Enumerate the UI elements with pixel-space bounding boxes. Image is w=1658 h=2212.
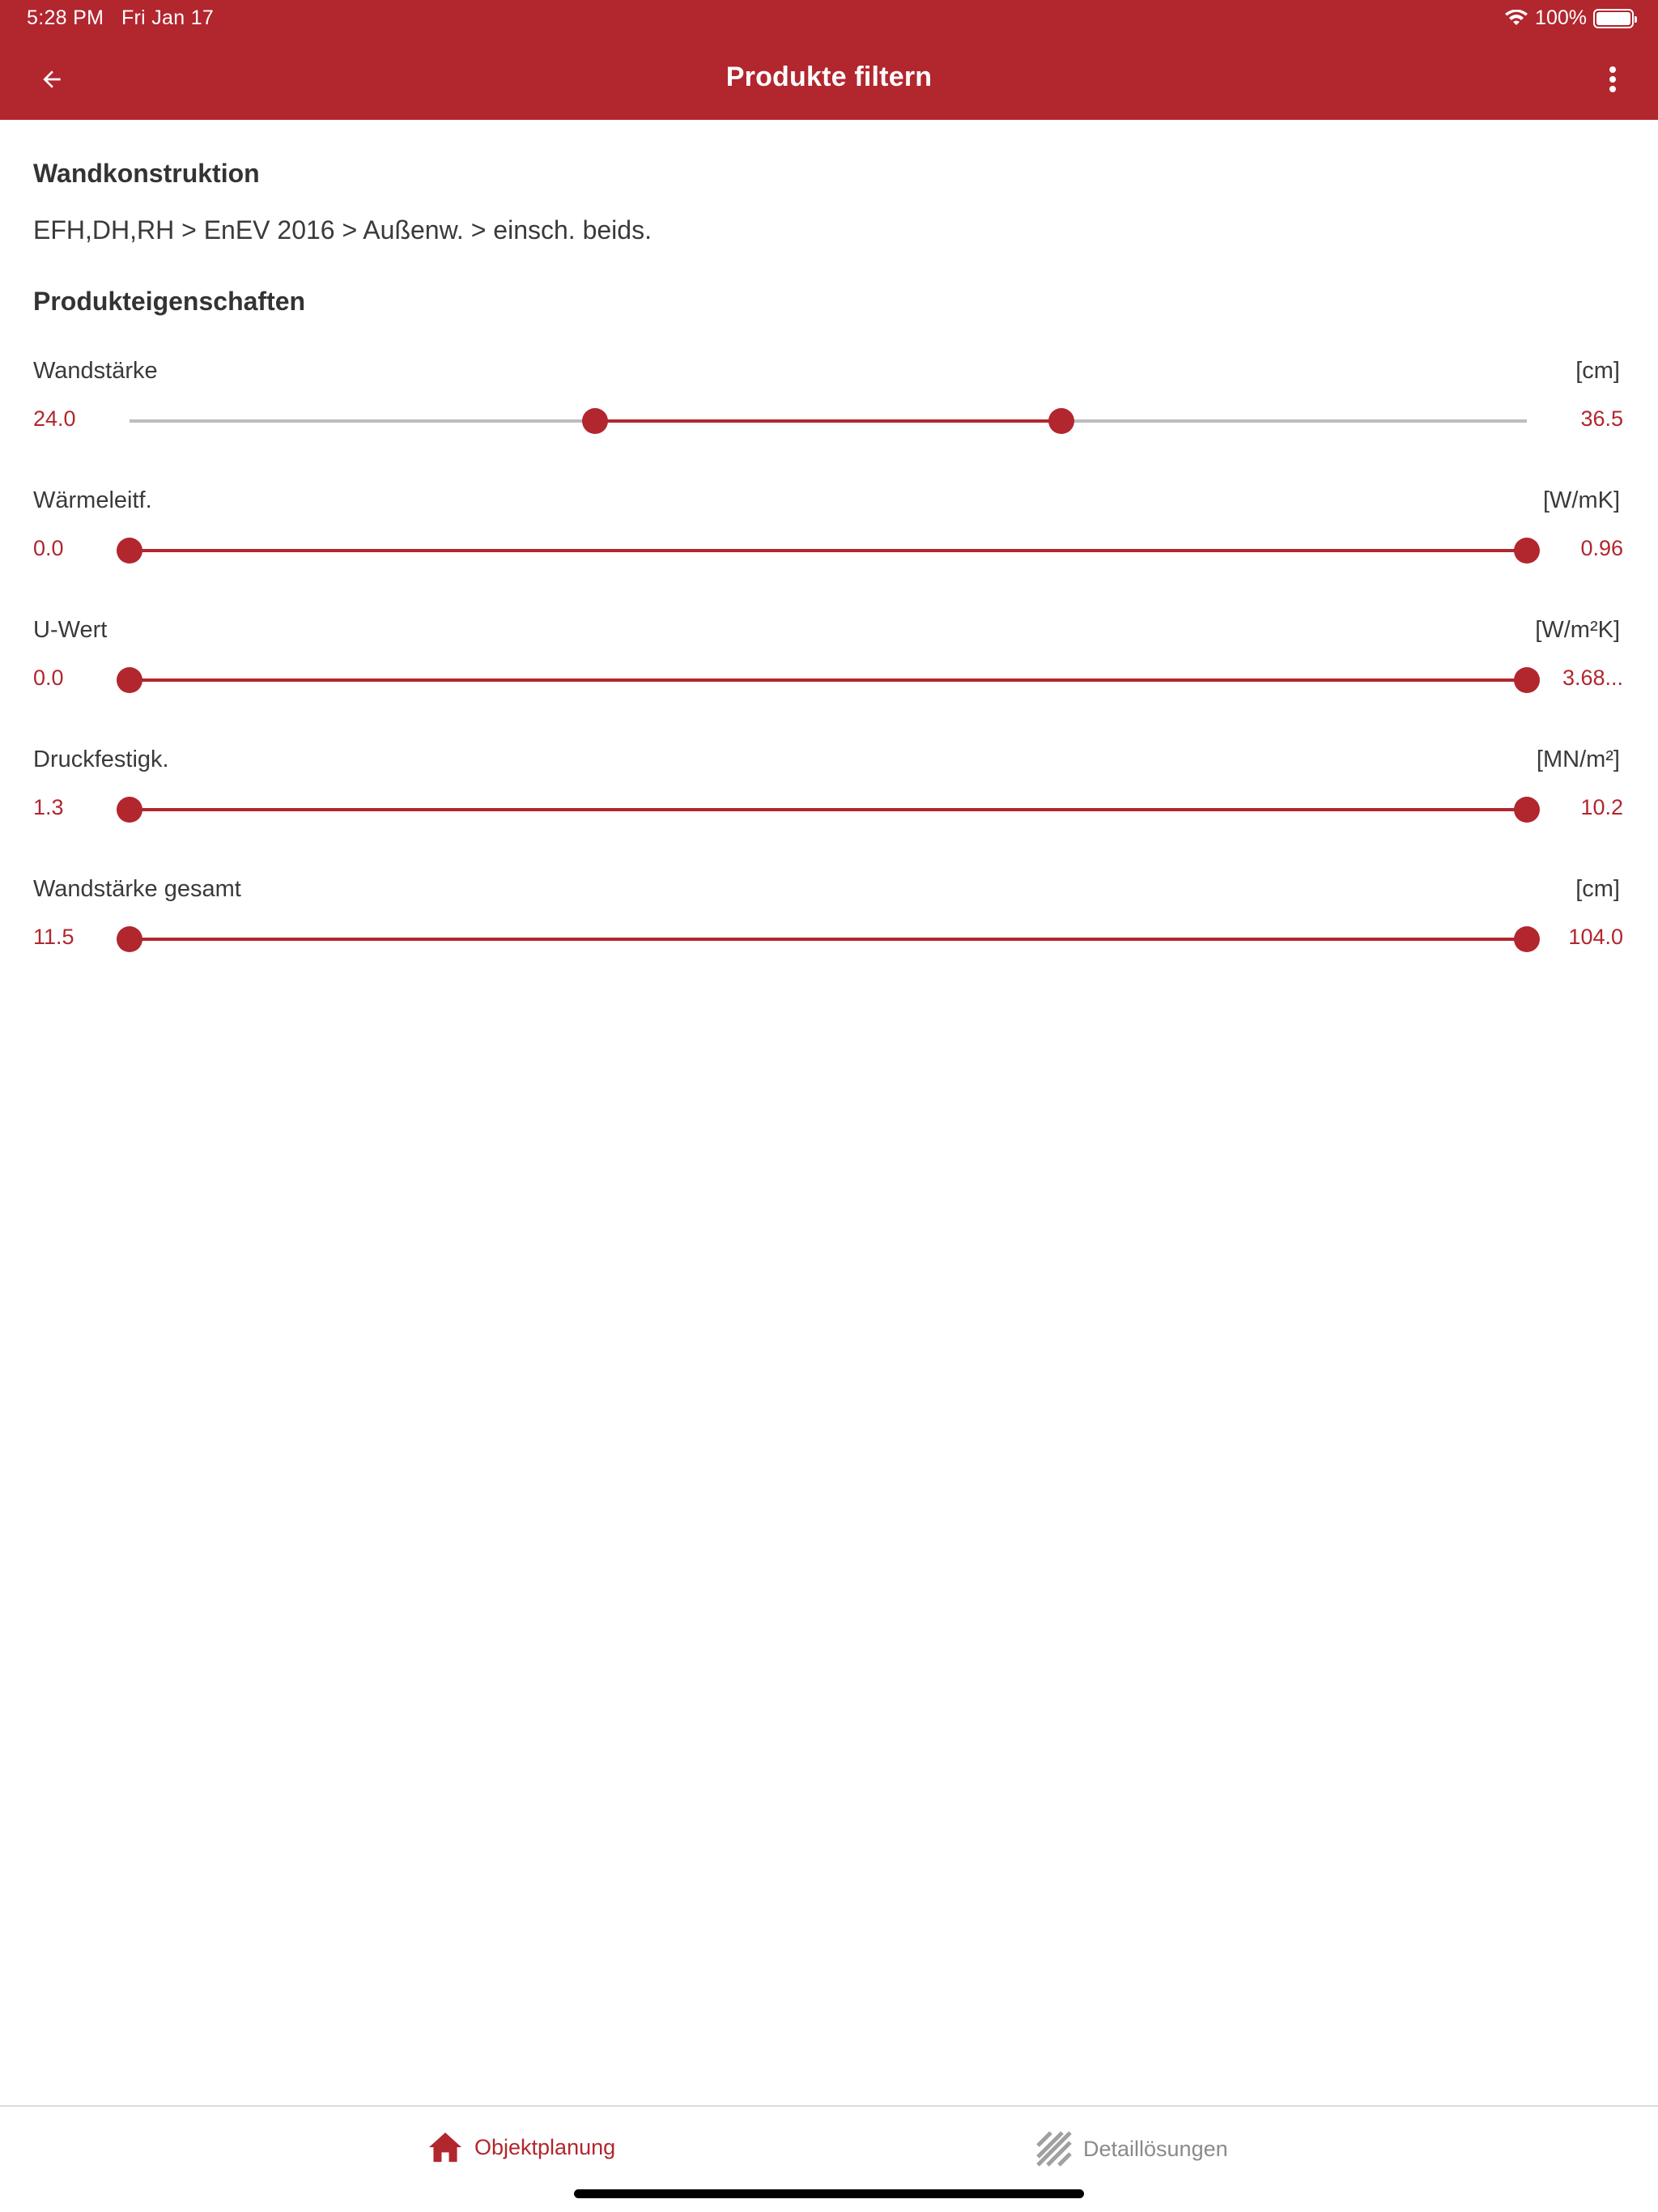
slider-row (0, 747, 1658, 876)
slider-min-value: 0.0 (33, 536, 64, 560)
slider-min-value: 24.0 (33, 406, 76, 431)
slider-active-range (130, 549, 1527, 552)
slider-label: Wandstärke gesamt (33, 876, 241, 902)
status-time (27, 6, 214, 30)
slider-unit: [cm] (1575, 358, 1620, 384)
slider-thumb-low[interactable] (582, 408, 608, 434)
slider-active-range (130, 678, 1527, 682)
slider-label: U-Wert (33, 617, 108, 643)
status-indicators (1504, 6, 1634, 30)
slider-active-range (130, 808, 1527, 811)
hatch-icon (1036, 2131, 1072, 2167)
slider-unit: [MN/m²] (1536, 747, 1620, 772)
slider-active-range (595, 419, 1061, 423)
slider-unit: [cm] (1575, 876, 1620, 902)
slider-thumb-low[interactable] (117, 797, 142, 823)
slider-unit: [W/m²K] (1535, 617, 1620, 643)
slider-track[interactable] (130, 549, 1527, 552)
slider-row (0, 617, 1658, 747)
page-title: Produkte filtern (725, 62, 933, 92)
slider-max-value: 3.68... (1562, 666, 1623, 690)
slider-max-value: 104.0 (1568, 925, 1623, 949)
slider-label: Wärmeleitf. (33, 487, 152, 513)
more-vertical-icon (1608, 65, 1618, 94)
nav-item-objektplanung[interactable] (427, 2131, 615, 2163)
slider-row (0, 487, 1658, 617)
slider-row (0, 876, 1658, 1006)
overflow-menu-button[interactable] (1596, 60, 1629, 99)
slider-min-value: 1.3 (33, 795, 64, 819)
slider-active-range (130, 938, 1527, 941)
slider-max-value: 10.2 (1580, 795, 1623, 819)
slider-thumb-high[interactable] (1514, 797, 1540, 823)
slider-thumb-low[interactable] (117, 926, 142, 952)
home-icon (427, 2131, 463, 2163)
slider-track[interactable] (130, 678, 1527, 682)
nav-label-objektplanung: Objektplanung (474, 2134, 616, 2159)
status-date: Fri Jan 17 (121, 6, 215, 29)
slider-row (0, 358, 1658, 487)
wall-breadcrumb: EFH,DH,RH > EnEV 2016 > Außenw. > einsch. beids. (33, 215, 652, 245)
wall-construction-heading: Wandkonstruktion (33, 159, 260, 188)
battery-icon (1593, 9, 1634, 28)
slider-min-value: 0.0 (33, 666, 64, 690)
slider-label: Druckfestigk. (33, 747, 169, 772)
nav-item-detailloesungen[interactable] (1036, 2131, 1228, 2167)
slider-label: Wandstärke (33, 358, 158, 384)
product-properties-heading: Produkteigenschaften (33, 287, 306, 316)
slider-max-value: 36.5 (1580, 406, 1623, 431)
wifi-icon (1504, 10, 1528, 28)
battery-percent: 100% (1535, 6, 1587, 29)
slider-thumb-low[interactable] (117, 667, 142, 693)
slider-unit: [W/mK] (1542, 487, 1620, 513)
slider-max-value: 0.96 (1580, 536, 1623, 560)
slider-thumb-high[interactable] (1514, 538, 1540, 564)
home-indicator (574, 2189, 1084, 2198)
nav-label-detailloesungen: Detaillösungen (1083, 2136, 1228, 2161)
slider-thumb-low[interactable] (117, 538, 142, 564)
status-clock: 5:28 PM (27, 6, 104, 29)
app-bar (0, 0, 1658, 120)
slider-min-value: 11.5 (33, 925, 74, 949)
slider-track[interactable] (130, 419, 1527, 423)
slider-track[interactable] (130, 938, 1527, 941)
slider-thumb-high[interactable] (1048, 408, 1074, 434)
slider-thumb-high[interactable] (1514, 667, 1540, 693)
slider-track[interactable] (130, 808, 1527, 811)
slider-thumb-high[interactable] (1514, 926, 1540, 952)
